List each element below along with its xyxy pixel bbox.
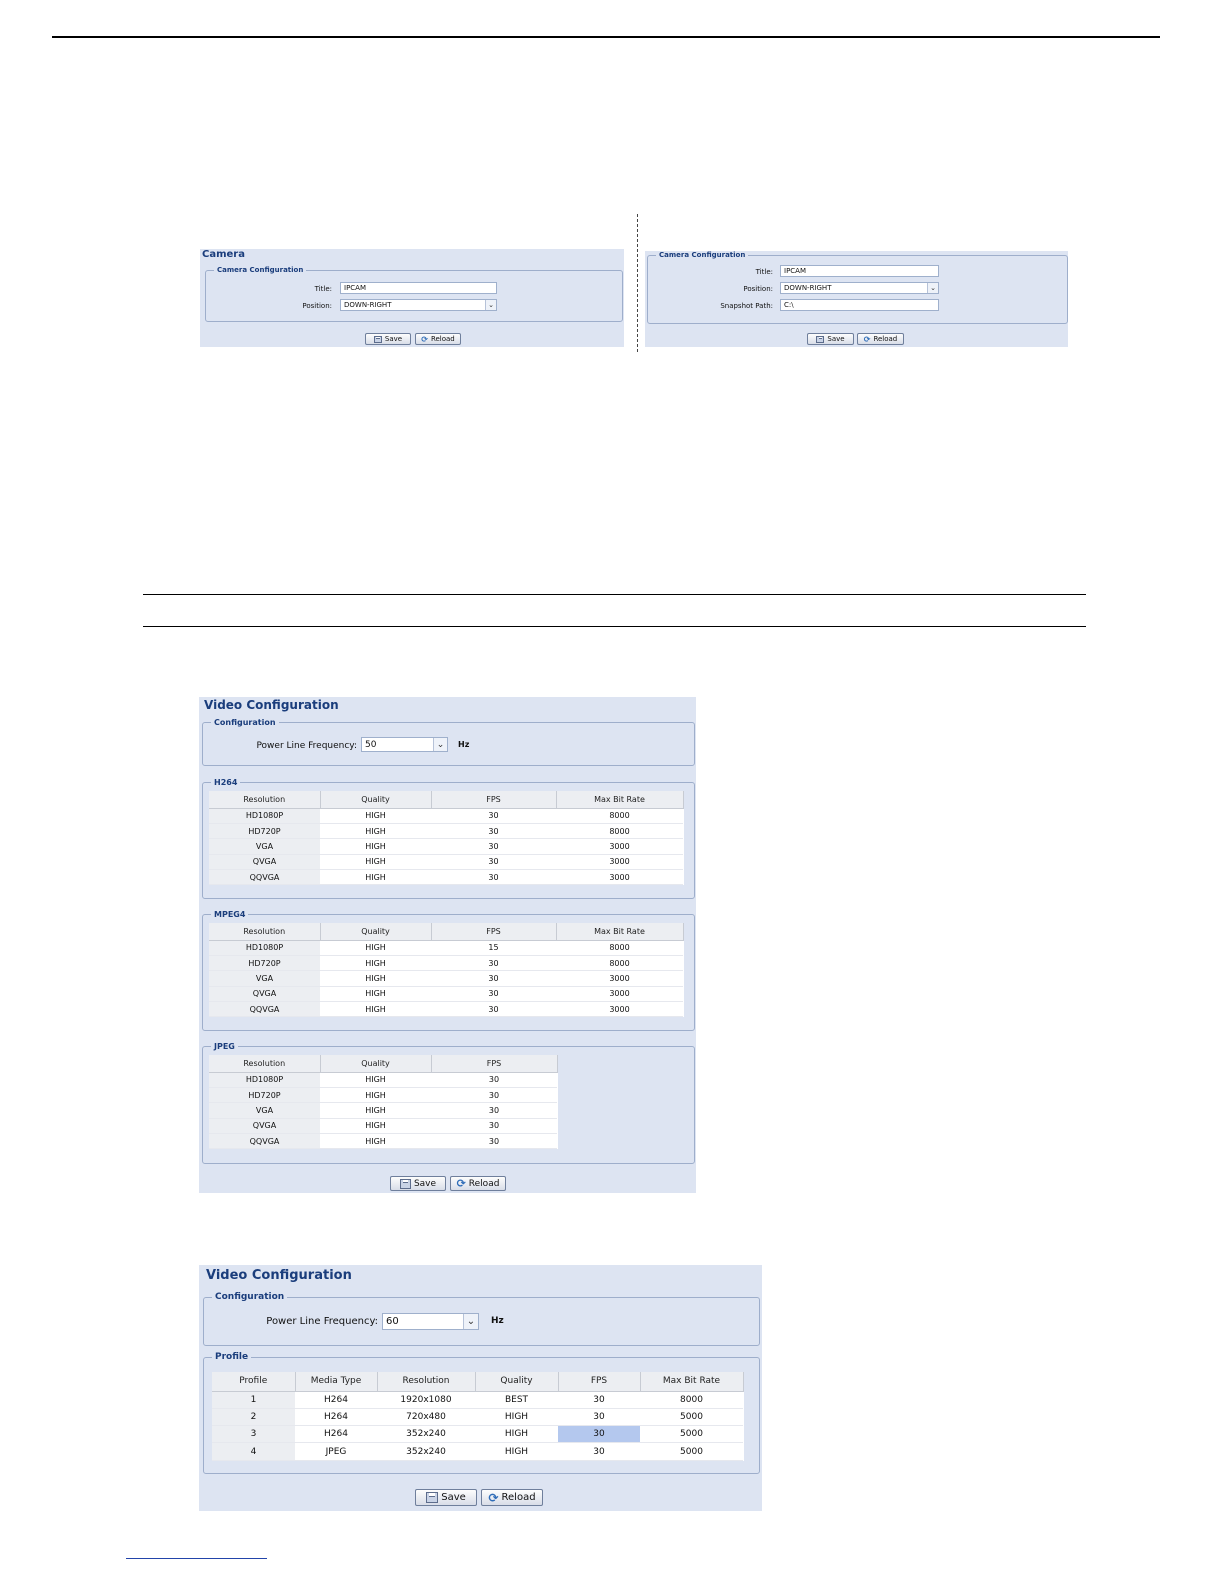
table-cell[interactable]: 2 bbox=[212, 1408, 295, 1425]
table-row[interactable] bbox=[209, 823, 683, 838]
reload-button[interactable] bbox=[450, 1176, 506, 1191]
position-label: Position: bbox=[302, 302, 332, 310]
group-legend: Profile bbox=[215, 1352, 249, 1362]
table-cell[interactable]: HIGH bbox=[475, 1443, 558, 1460]
save-icon bbox=[374, 336, 382, 343]
table-cell[interactable]: 30 bbox=[431, 1072, 557, 1087]
position-value: DOWN-RIGHT bbox=[784, 284, 832, 292]
video-config-panel-1 bbox=[199, 697, 696, 1193]
title-input[interactable]: IPCAM bbox=[780, 265, 939, 277]
column-header[interactable]: Resolution bbox=[209, 791, 320, 808]
reload-icon: ⟳ bbox=[863, 334, 871, 344]
table-cell[interactable]: 15 bbox=[431, 940, 556, 955]
panel-title: Camera bbox=[202, 249, 245, 260]
table-cell[interactable]: HIGH bbox=[320, 854, 431, 869]
h264-table bbox=[209, 791, 684, 885]
column-header[interactable]: Resolution bbox=[377, 1372, 475, 1391]
table-cell[interactable]: HIGH bbox=[475, 1408, 558, 1425]
group-legend: Configuration bbox=[214, 718, 276, 727]
reload-button[interactable] bbox=[481, 1489, 543, 1506]
table-row[interactable] bbox=[209, 839, 683, 854]
group-legend: Configuration bbox=[215, 1292, 285, 1302]
position-select[interactable] bbox=[340, 299, 497, 311]
save-icon bbox=[400, 1179, 411, 1189]
reload-button[interactable] bbox=[857, 333, 904, 345]
column-header[interactable]: FPS bbox=[431, 1055, 557, 1072]
table-cell[interactable]: 4 bbox=[212, 1443, 295, 1460]
table-cell[interactable]: 30 bbox=[431, 971, 556, 986]
table-cell[interactable]: 30 bbox=[431, 1103, 557, 1118]
power-line-frequency-value: 60 bbox=[386, 1316, 399, 1327]
column-header[interactable]: FPS bbox=[558, 1372, 640, 1391]
reload-icon: ⟳ bbox=[421, 334, 428, 344]
reload-label: Reload bbox=[430, 335, 455, 343]
column-header[interactable]: Quality bbox=[475, 1372, 558, 1391]
table-cell[interactable]: JPEG bbox=[295, 1443, 377, 1460]
save-label: Save bbox=[413, 1178, 437, 1189]
reload-button[interactable] bbox=[415, 333, 461, 345]
screenshot-divider bbox=[637, 214, 638, 352]
table-cell[interactable]: 5000 bbox=[640, 1443, 743, 1460]
column-header[interactable]: Resolution bbox=[209, 1055, 320, 1072]
table-cell[interactable]: 30 bbox=[431, 1002, 556, 1017]
snapshot-path-input[interactable]: C:\ bbox=[780, 299, 939, 311]
table-cell[interactable]: HIGH bbox=[320, 955, 431, 970]
table-header-row bbox=[212, 1372, 743, 1391]
group-legend: Camera Configuration bbox=[217, 266, 304, 274]
table-row[interactable] bbox=[209, 955, 683, 970]
table-header-row bbox=[209, 1055, 557, 1072]
table-cell[interactable]: HIGH bbox=[320, 940, 431, 955]
table-cell[interactable]: HIGH bbox=[320, 1134, 431, 1149]
table-header-row bbox=[209, 923, 683, 940]
table-cell[interactable]: HD720P bbox=[209, 1087, 320, 1102]
table-cell[interactable]: 8000 bbox=[556, 808, 683, 823]
table-cell[interactable]: H264 bbox=[295, 1391, 377, 1408]
table-cell[interactable]: H264 bbox=[295, 1426, 377, 1443]
column-header[interactable]: Max Bit Rate bbox=[556, 791, 683, 808]
power-line-frequency-select[interactable] bbox=[382, 1313, 479, 1330]
save-label: Save bbox=[827, 335, 845, 343]
table-cell[interactable]: HIGH bbox=[320, 808, 431, 823]
table-cell[interactable]: HIGH bbox=[320, 1087, 431, 1102]
table-cell[interactable]: QVGA bbox=[209, 854, 320, 869]
mpeg4-table bbox=[209, 923, 684, 1017]
table-cell[interactable]: QQVGA bbox=[209, 1134, 320, 1149]
column-header[interactable]: Resolution bbox=[209, 923, 320, 940]
save-label: Save bbox=[384, 335, 403, 343]
table-cell[interactable]: 30 bbox=[558, 1426, 640, 1443]
table-row[interactable] bbox=[209, 1134, 557, 1149]
power-line-frequency-value: 50 bbox=[365, 740, 377, 750]
table-cell[interactable]: QVGA bbox=[209, 986, 320, 1001]
table-row[interactable] bbox=[209, 1087, 557, 1102]
table-cell[interactable]: 30 bbox=[431, 1118, 557, 1133]
table-cell[interactable]: HD1080P bbox=[209, 1072, 320, 1087]
column-header[interactable]: Profile bbox=[212, 1372, 295, 1391]
table-cell[interactable]: H264 bbox=[295, 1408, 377, 1425]
jpeg-table bbox=[209, 1055, 558, 1149]
save-button[interactable] bbox=[415, 1489, 477, 1506]
panel-title: Video Configuration bbox=[206, 1268, 352, 1283]
table-cell[interactable]: HD1080P bbox=[209, 940, 320, 955]
table-cell[interactable]: HIGH bbox=[320, 823, 431, 838]
title-label: Title: bbox=[314, 285, 332, 293]
position-select[interactable] bbox=[780, 282, 939, 294]
column-header[interactable]: Max Bit Rate bbox=[640, 1372, 743, 1391]
table-row[interactable] bbox=[212, 1391, 743, 1408]
power-line-frequency-select[interactable] bbox=[361, 737, 448, 752]
video-config-panel-2 bbox=[199, 1265, 762, 1511]
column-header[interactable]: Quality bbox=[320, 923, 431, 940]
table-cell[interactable]: 1 bbox=[212, 1391, 295, 1408]
table-cell[interactable]: 3000 bbox=[556, 854, 683, 869]
table-cell[interactable]: HIGH bbox=[320, 971, 431, 986]
save-button[interactable] bbox=[807, 333, 854, 345]
table-cell[interactable]: HIGH bbox=[320, 870, 431, 885]
group-legend: MPEG4 bbox=[214, 910, 246, 919]
table-cell[interactable]: HIGH bbox=[320, 986, 431, 1001]
table-row[interactable] bbox=[212, 1408, 743, 1425]
table-cell[interactable]: 30 bbox=[558, 1391, 640, 1408]
table-cell[interactable]: BEST bbox=[475, 1391, 558, 1408]
power-line-frequency-label: Power Line Frequency: bbox=[256, 741, 357, 751]
table-cell[interactable]: 8000 bbox=[556, 955, 683, 970]
table-cell[interactable]: 30 bbox=[431, 839, 556, 854]
table-cell[interactable]: 30 bbox=[431, 1134, 557, 1149]
table-cell[interactable]: 352x240 bbox=[377, 1426, 475, 1443]
table-cell[interactable]: QVGA bbox=[209, 1118, 320, 1133]
table-cell[interactable]: 30 bbox=[431, 823, 556, 838]
save-button[interactable] bbox=[390, 1176, 446, 1191]
table-cell[interactable]: 352x240 bbox=[377, 1443, 475, 1460]
table-cell[interactable]: 30 bbox=[431, 854, 556, 869]
table-cell[interactable]: 30 bbox=[558, 1443, 640, 1460]
chevron-down-icon[interactable]: ⌄ bbox=[485, 300, 496, 310]
table-row[interactable] bbox=[209, 986, 683, 1001]
snapshot-path-label: Snapshot Path: bbox=[720, 302, 773, 310]
position-value: DOWN-RIGHT bbox=[344, 301, 392, 309]
title-label: Title: bbox=[755, 268, 773, 276]
column-header[interactable]: FPS bbox=[431, 923, 556, 940]
table-cell[interactable]: 3000 bbox=[556, 986, 683, 1001]
table-row[interactable] bbox=[209, 808, 683, 823]
table-cell[interactable]: 30 bbox=[431, 955, 556, 970]
group-legend: Camera Configuration bbox=[659, 251, 746, 259]
table-row[interactable] bbox=[212, 1426, 743, 1443]
camera-config-group bbox=[205, 266, 623, 322]
profile-table bbox=[212, 1372, 744, 1461]
table-cell[interactable]: VGA bbox=[209, 839, 320, 854]
table-cell[interactable]: 30 bbox=[431, 1087, 557, 1102]
chevron-down-icon[interactable]: ⌄ bbox=[433, 738, 447, 751]
column-header[interactable]: FPS bbox=[431, 791, 556, 808]
hz-unit: Hz bbox=[458, 740, 470, 749]
chevron-down-icon[interactable]: ⌄ bbox=[927, 283, 938, 293]
table-cell[interactable]: 720x480 bbox=[377, 1408, 475, 1425]
camera-panel-left bbox=[200, 249, 624, 347]
title-input[interactable]: IPCAM bbox=[340, 282, 497, 294]
reload-label: Reload bbox=[873, 335, 898, 343]
reload-icon: ⟳ bbox=[456, 1177, 466, 1190]
section-rule-top bbox=[143, 594, 1086, 595]
table-cell[interactable]: 3 bbox=[212, 1426, 295, 1443]
table-cell[interactable]: HIGH bbox=[320, 1072, 431, 1087]
table-row[interactable] bbox=[209, 940, 683, 955]
table-cell[interactable]: 30 bbox=[431, 870, 556, 885]
table-cell[interactable]: 5000 bbox=[640, 1426, 743, 1443]
table-cell[interactable]: 3000 bbox=[556, 971, 683, 986]
table-cell[interactable]: VGA bbox=[209, 1103, 320, 1118]
save-icon bbox=[816, 336, 824, 343]
table-cell[interactable]: HIGH bbox=[320, 1002, 431, 1017]
table-cell[interactable]: HIGH bbox=[320, 1103, 431, 1118]
table-row[interactable] bbox=[209, 971, 683, 986]
reload-icon: ⟳ bbox=[488, 1490, 499, 1505]
panel-title: Video Configuration bbox=[204, 698, 339, 712]
top-rule bbox=[52, 36, 1160, 38]
group-legend: H264 bbox=[214, 778, 238, 787]
hz-unit: Hz bbox=[491, 1316, 504, 1326]
save-icon bbox=[426, 1492, 438, 1503]
table-cell[interactable]: HD1080P bbox=[209, 808, 320, 823]
table-row[interactable] bbox=[209, 870, 683, 885]
table-row[interactable] bbox=[209, 1118, 557, 1133]
table-cell[interactable]: 8000 bbox=[556, 823, 683, 838]
table-cell[interactable]: 3000 bbox=[556, 870, 683, 885]
table-cell[interactable]: HD720P bbox=[209, 955, 320, 970]
table-header-row bbox=[209, 791, 683, 808]
table-cell[interactable]: 30 bbox=[431, 808, 556, 823]
column-header[interactable]: Max Bit Rate bbox=[556, 923, 683, 940]
table-cell[interactable]: QQVGA bbox=[209, 1002, 320, 1017]
reload-label: Reload bbox=[468, 1178, 500, 1189]
save-label: Save bbox=[441, 1492, 466, 1503]
table-row[interactable] bbox=[209, 1072, 557, 1087]
table-cell[interactable]: HIGH bbox=[475, 1426, 558, 1443]
save-button[interactable] bbox=[365, 333, 411, 345]
table-row[interactable] bbox=[209, 854, 683, 869]
table-cell[interactable]: 8000 bbox=[640, 1391, 743, 1408]
column-header[interactable]: Media Type bbox=[295, 1372, 377, 1391]
table-cell[interactable]: 5000 bbox=[640, 1408, 743, 1425]
table-cell[interactable]: 3000 bbox=[556, 839, 683, 854]
table-row[interactable] bbox=[212, 1443, 743, 1460]
table-cell[interactable]: 3000 bbox=[556, 1002, 683, 1017]
table-row[interactable] bbox=[209, 1103, 557, 1118]
position-label: Position: bbox=[743, 285, 773, 293]
section-rule-bottom bbox=[143, 626, 1086, 627]
column-header[interactable]: Quality bbox=[320, 1055, 431, 1072]
table-cell[interactable]: 30 bbox=[558, 1408, 640, 1425]
table-cell[interactable]: 8000 bbox=[556, 940, 683, 955]
table-cell[interactable]: HIGH bbox=[320, 839, 431, 854]
table-cell[interactable]: VGA bbox=[209, 971, 320, 986]
power-line-frequency-label: Power Line Frequency: bbox=[266, 1316, 378, 1327]
reload-label: Reload bbox=[501, 1492, 536, 1503]
table-cell[interactable]: 30 bbox=[431, 986, 556, 1001]
chevron-down-icon[interactable]: ⌄ bbox=[463, 1314, 478, 1329]
table-cell[interactable]: 1920x1080 bbox=[377, 1391, 475, 1408]
table-cell[interactable]: QQVGA bbox=[209, 870, 320, 885]
column-header[interactable]: Quality bbox=[320, 791, 431, 808]
footnote-rule bbox=[126, 1558, 267, 1559]
group-legend: JPEG bbox=[214, 1042, 235, 1051]
camera-panel-right bbox=[645, 251, 1068, 347]
table-cell[interactable]: HD720P bbox=[209, 823, 320, 838]
table-row[interactable] bbox=[209, 1002, 683, 1017]
table-cell[interactable]: HIGH bbox=[320, 1118, 431, 1133]
